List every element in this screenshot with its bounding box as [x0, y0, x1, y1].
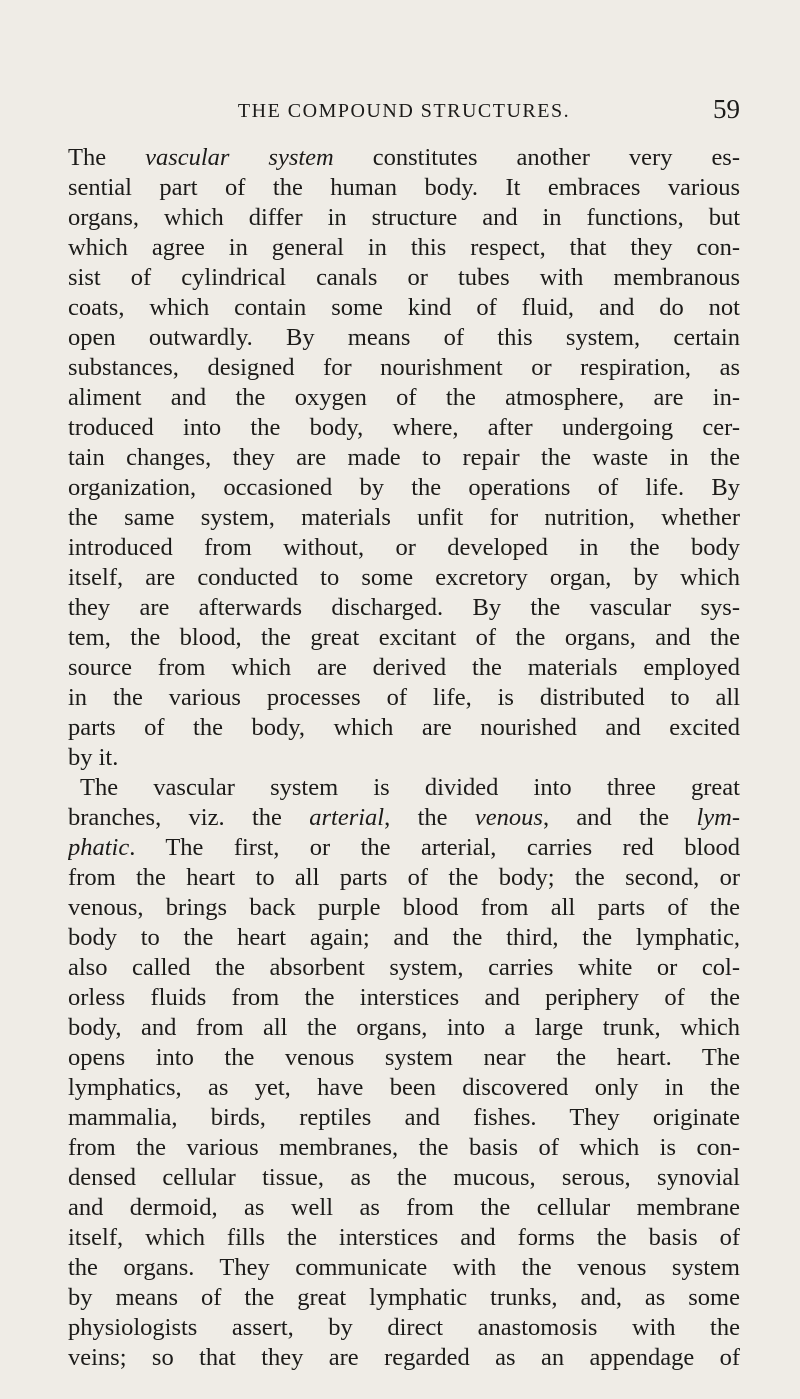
text-line: open outwardly. By means of this system, certain	[68, 324, 740, 351]
text-line: the same system, materials unfit for nutrition, whether	[68, 504, 740, 531]
text-line: and dermoid, as well as from the cellular membrane	[68, 1194, 740, 1221]
text-line: tem, the blood, the great excitant of the organs, and the	[68, 624, 740, 651]
page-number: 59	[713, 94, 740, 124]
text-line: itself, are conducted to some excretory organ, by which	[68, 564, 740, 591]
text-line: physiologists assert, by direct anastomosis with the	[68, 1314, 740, 1341]
text-line: introduced from without, or developed in the body	[68, 534, 740, 561]
text-line: sist of cylindrical canals or tubes with membranous	[68, 264, 740, 291]
text-line: substances, designed for nourishment or respiration, as	[68, 354, 740, 381]
text-line: troduced into the body, where, after undergoing cer-	[68, 414, 740, 441]
text-line: The vascular system is divided into three great	[80, 774, 740, 801]
text-line: opens into the venous system near the heart. The	[68, 1044, 740, 1071]
text-line: also called the absorbent system, carries white or col-	[68, 954, 740, 981]
text-line: organization, occasioned by the operations of life. By	[68, 474, 740, 501]
text-line: densed cellular tissue, as the mucous, serous, synovial	[68, 1164, 740, 1191]
running-title: THE COMPOUND STRUCTURES.	[237, 100, 571, 122]
text-line: veins; so that they are regarded as an appendage of	[68, 1344, 740, 1371]
text-line: venous, brings back purple blood from all parts of the	[68, 894, 740, 921]
text-line: orless fluids from the interstices and periphery of the	[68, 984, 740, 1011]
text-line: aliment and the oxygen of the atmosphere, are in-	[68, 384, 740, 411]
text-line: coats, which contain some kind of fluid, and do not	[68, 294, 740, 321]
text-line: mammalia, birds, reptiles and fishes. They originate	[68, 1104, 740, 1131]
text-line: tain changes, they are made to repair the waste in the	[68, 444, 740, 471]
text-line: source from which are derived the materials employed	[68, 654, 740, 681]
text-line: sential part of the human body. It embraces various	[68, 174, 740, 201]
text-line: in the various processes of life, is distributed to all	[68, 684, 740, 711]
text-line: by means of the great lymphatic trunks, and, as some	[68, 1284, 740, 1311]
text-line: phatic. The first, or the arterial, carries red blood	[68, 834, 740, 861]
text-line: itself, which fills the interstices and forms the basis of	[68, 1224, 740, 1251]
text-line: which agree in general in this respect, that they con-	[68, 234, 740, 261]
text-line: from the heart to all parts of the body; the second, or	[68, 864, 740, 891]
text-line: from the various membranes, the basis of which is con-	[68, 1134, 740, 1161]
text-line: the organs. They communicate with the venous system	[68, 1254, 740, 1281]
text-line: The vascular system constitutes another very es-	[68, 144, 740, 171]
text-line: lymphatics, as yet, have been discovered only in the	[68, 1074, 740, 1101]
text-line: they are afterwards discharged. By the vascular sys-	[68, 594, 740, 621]
text-line: organs, which differ in structure and in functions, but	[68, 204, 740, 231]
text-line: parts of the body, which are nourished and excited	[68, 714, 740, 741]
running-head	[68, 94, 740, 128]
text-line: body to the heart again; and the third, the lymphatic,	[68, 924, 740, 951]
text-line: branches, viz. the arterial, the venous, and the lym-	[68, 804, 740, 831]
text-line: body, and from all the organs, into a large trunk, which	[68, 1014, 740, 1041]
text-line: by it.	[68, 744, 119, 771]
body-text	[68, 143, 740, 1373]
